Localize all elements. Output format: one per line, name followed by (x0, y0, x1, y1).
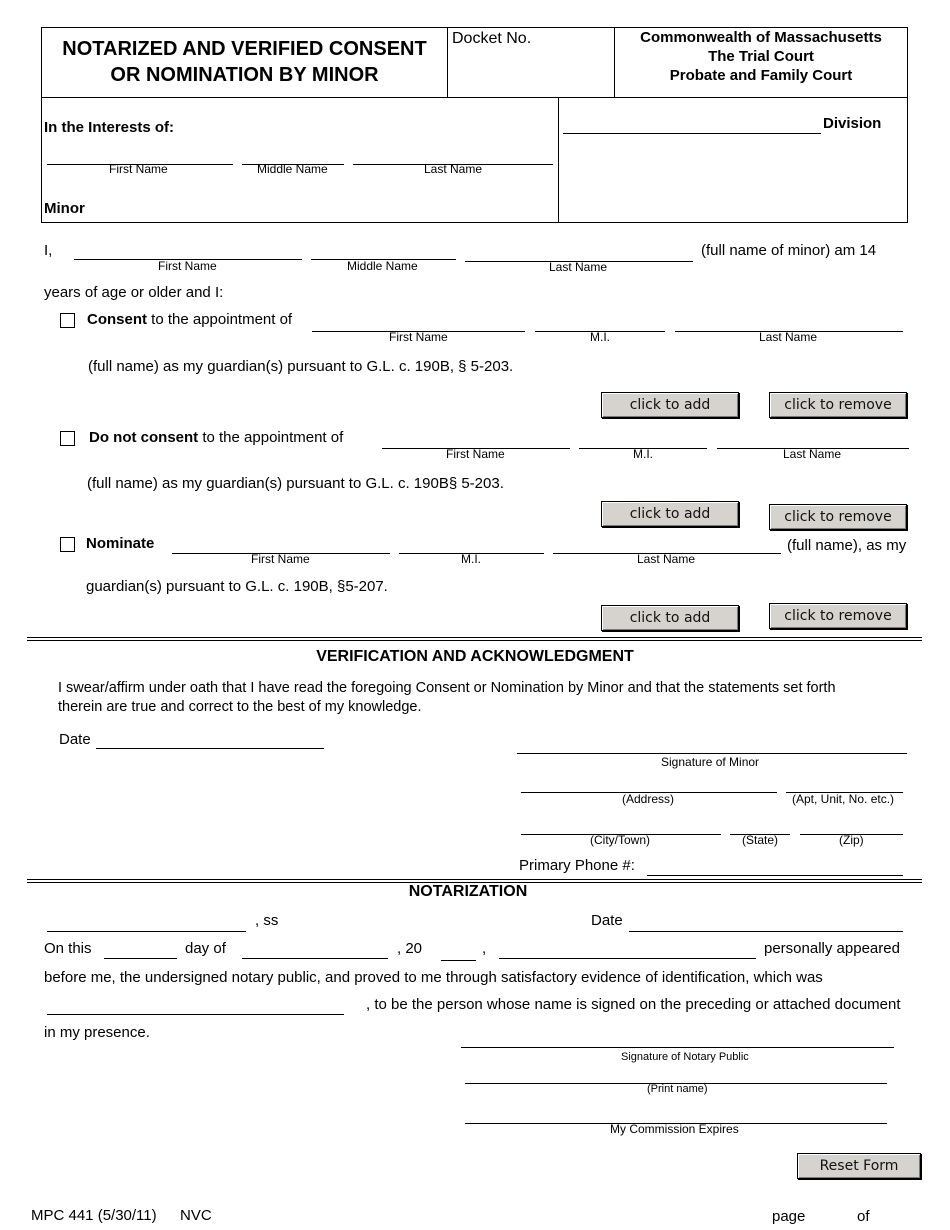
verification-date-input[interactable] (96, 732, 324, 749)
minor-label: Minor (44, 200, 85, 217)
header-divider-h (41, 97, 908, 98)
zip-label: (Zip) (839, 833, 864, 847)
not-consent-remove-button[interactable]: click to remove (769, 504, 907, 530)
on-this-label: On this (44, 940, 92, 957)
consent-text (87, 311, 292, 328)
minor-middle-name-label: Middle Name (257, 162, 328, 176)
notarization-heading: NOTARIZATION (408, 883, 528, 900)
not-consent-rest: to the appointment of (198, 429, 344, 446)
consent-last-name-label: Last Name (759, 330, 818, 344)
consent-bold: Consent (87, 311, 147, 328)
court-line3: Probate and Family Court (669, 67, 853, 84)
state-label: (State) (742, 833, 779, 847)
year-input[interactable] (441, 944, 476, 961)
section-divider-verification (27, 637, 922, 641)
presence-text: in my presence. (44, 1024, 150, 1041)
intro-line2: years of age or older and I: (44, 284, 224, 301)
nominate-statute: guardian(s) pursuant to G.L. c. 190B, §5-207. (86, 578, 388, 595)
not-consent-statute: (full name) as my guardian(s) pursuant to G.L. c. 190B§ 5-203. (87, 475, 504, 492)
intro-middle-name-input[interactable] (311, 243, 456, 260)
commission-expires-label: My Commission Expires (610, 1122, 739, 1136)
nominate-checkbox[interactable] (60, 537, 75, 552)
intro-suffix: (full name of minor) am 14 (701, 242, 877, 259)
reset-form-button[interactable]: Reset Form (797, 1153, 921, 1179)
not-consent-first-name-label: First Name (446, 447, 505, 461)
nominate-first-name-label: First Name (251, 552, 310, 566)
minor-first-name-label: First Name (109, 162, 168, 176)
minor-last-name-label: Last Name (424, 162, 483, 176)
not-consent-mi-label: M.I. (633, 447, 653, 461)
not-consent-add-button[interactable]: click to add (601, 501, 739, 527)
signature-minor-input[interactable] (517, 737, 907, 754)
consent-checkbox[interactable] (60, 313, 75, 328)
year-prefix: , 20 (397, 940, 423, 957)
notary-print-name-input[interactable] (465, 1067, 887, 1084)
oath-line1: I swear/affirm under oath that I have read the foregoing Consent or Nomination by Minor and that the statements set forth (58, 680, 836, 696)
form-code: NVC (180, 1207, 212, 1224)
to-be-text: , to be the person whose name is signed on the preceding or attached document (366, 996, 901, 1013)
day-of-label: day of (185, 940, 226, 957)
verification-heading: VERIFICATION AND ACKNOWLEDGMENT (316, 648, 634, 665)
signature-minor-label: Signature of Minor (661, 755, 760, 769)
notary-date-label: Date (591, 912, 623, 929)
consent-first-name-label: First Name (389, 330, 448, 344)
month-input[interactable] (242, 942, 388, 959)
consent-add-button[interactable]: click to add (601, 392, 739, 418)
division-input[interactable] (563, 117, 821, 134)
page-label: page (772, 1208, 806, 1225)
address-label: (Address) (622, 792, 675, 806)
court-line1: Commonwealth of Massachusetts (640, 29, 882, 46)
title-line1: NOTARIZED AND VERIFIED CONSENT (62, 38, 427, 60)
phone-input[interactable] (647, 859, 903, 876)
consent-statute: (full name) as my guardian(s) pursuant to G.L. c. 190B, § 5-203. (88, 358, 514, 375)
form-id: MPC 441 (5/30/11) (31, 1207, 157, 1224)
before-me-text: before me, the undersigned notary public, and proved to me through satisfactory evidence of identification, which was (44, 969, 823, 986)
ss-label: , ss (255, 912, 279, 929)
not-consent-bold: Do not consent (89, 429, 199, 446)
city-label: (City/Town) (590, 833, 651, 847)
notary-date-input[interactable] (629, 915, 903, 932)
not-consent-checkbox[interactable] (60, 431, 75, 446)
apt-label: (Apt, Unit, No. etc.) (792, 792, 895, 806)
county-input[interactable] (47, 915, 246, 932)
nominate-suffix: (full name), as my (787, 537, 907, 554)
nominate-bold: Nominate (86, 535, 155, 552)
page-of-label: of (857, 1208, 870, 1225)
i-label: I, (44, 242, 53, 259)
interests-label: In the Interests of: (44, 119, 175, 136)
consent-mi-label: M.I. (590, 330, 610, 344)
court-name (616, 28, 906, 85)
docket-input[interactable] (452, 55, 608, 71)
personally-appeared: personally appeared (764, 940, 900, 957)
nominate-last-name-label: Last Name (637, 552, 696, 566)
header-divider-v3 (558, 97, 559, 223)
address-input[interactable] (521, 776, 777, 793)
header-divider-v1 (447, 27, 448, 97)
day-input[interactable] (104, 942, 177, 959)
header-divider-v2 (614, 27, 615, 97)
nominate-label (86, 535, 154, 552)
year-comma: , (482, 940, 487, 957)
verification-date-label: Date (59, 731, 91, 748)
not-consent-last-name-label: Last Name (783, 447, 842, 461)
print-name-label: (Print name) (647, 1083, 708, 1095)
identification-input[interactable] (47, 998, 344, 1015)
phone-label: Primary Phone #: (519, 857, 635, 874)
division-label: Division (823, 115, 882, 132)
nominate-mi-label: M.I. (461, 552, 481, 566)
notary-signature-input[interactable] (461, 1031, 894, 1048)
apt-input[interactable] (786, 776, 903, 793)
intro-first-name-label: First Name (158, 259, 217, 273)
nominate-remove-button[interactable]: click to remove (769, 603, 907, 629)
not-consent-text (89, 429, 343, 446)
intro-last-name-label: Last Name (549, 260, 608, 274)
intro-first-name-input[interactable] (74, 243, 302, 260)
form-title (42, 36, 447, 88)
notary-signature-label: Signature of Notary Public (621, 1051, 749, 1063)
appeared-name-input[interactable] (499, 942, 756, 959)
consent-rest: to the appointment of (147, 311, 293, 328)
docket-label: Docket No. (452, 30, 532, 47)
oath-line2: therein are true and correct to the best of my knowledge. (58, 699, 422, 715)
consent-remove-button[interactable]: click to remove (769, 392, 907, 418)
court-line2: The Trial Court (708, 48, 814, 65)
intro-middle-name-label: Middle Name (347, 259, 418, 273)
nominate-add-button[interactable]: click to add (601, 605, 739, 631)
title-line2: OR NOMINATION BY MINOR (110, 64, 379, 86)
